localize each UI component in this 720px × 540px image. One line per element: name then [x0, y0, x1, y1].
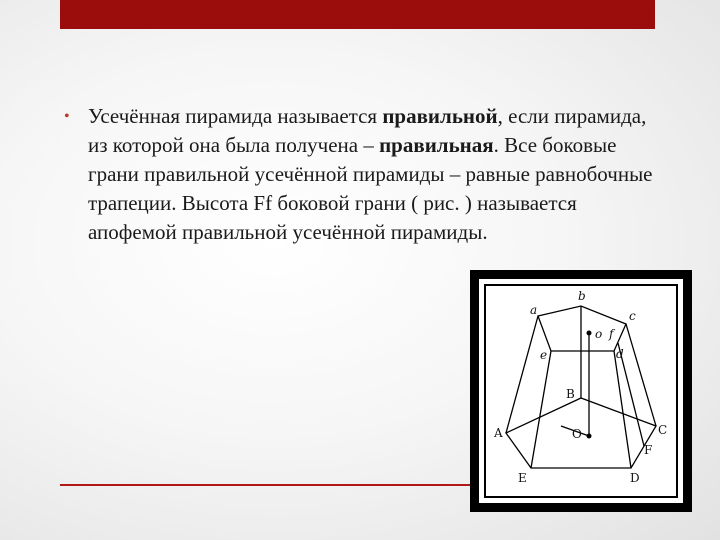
top-accent-bar: [60, 0, 655, 29]
label-d: d: [616, 347, 624, 361]
label-a: a: [530, 303, 538, 317]
para-text-2: , если пирамида, из которой она была получена –: [88, 104, 647, 157]
label-b: b: [578, 289, 586, 303]
lateral-edges: [506, 306, 656, 468]
para-text-3: . Все боковые грани правильной усечённой пирамиды – равные равнобочные трапеции. Высота Ff боковой грани ( рис. ) называется апофемой правильной усечённой пирамиды.: [88, 133, 653, 244]
label-A: A: [494, 426, 503, 440]
label-D: D: [630, 471, 640, 485]
bold-term-regular: правильной: [382, 104, 498, 128]
label-O: O: [572, 427, 582, 441]
figure-frame: [470, 270, 692, 512]
figure-panel: [484, 284, 678, 498]
point-O: [587, 434, 592, 439]
slide-paragraph: [88, 102, 664, 247]
bottom-accent-rule: [60, 484, 540, 486]
bold-term-regular-pyramid: правильная: [379, 133, 494, 157]
para-text-1: Усечённая пирамида называется: [88, 104, 383, 128]
point-o: [587, 331, 592, 336]
bullet-dot: •: [64, 108, 70, 125]
bullet-block: [64, 102, 664, 247]
label-B: B: [566, 387, 575, 401]
label-F: F: [644, 443, 653, 457]
label-C: C: [658, 423, 668, 437]
frustum-diagram: [486, 286, 676, 496]
label-e: e: [540, 348, 548, 362]
label-c: c: [629, 309, 636, 323]
label-o: o: [595, 327, 603, 341]
label-E: E: [518, 471, 527, 485]
label-f: f: [609, 327, 614, 341]
